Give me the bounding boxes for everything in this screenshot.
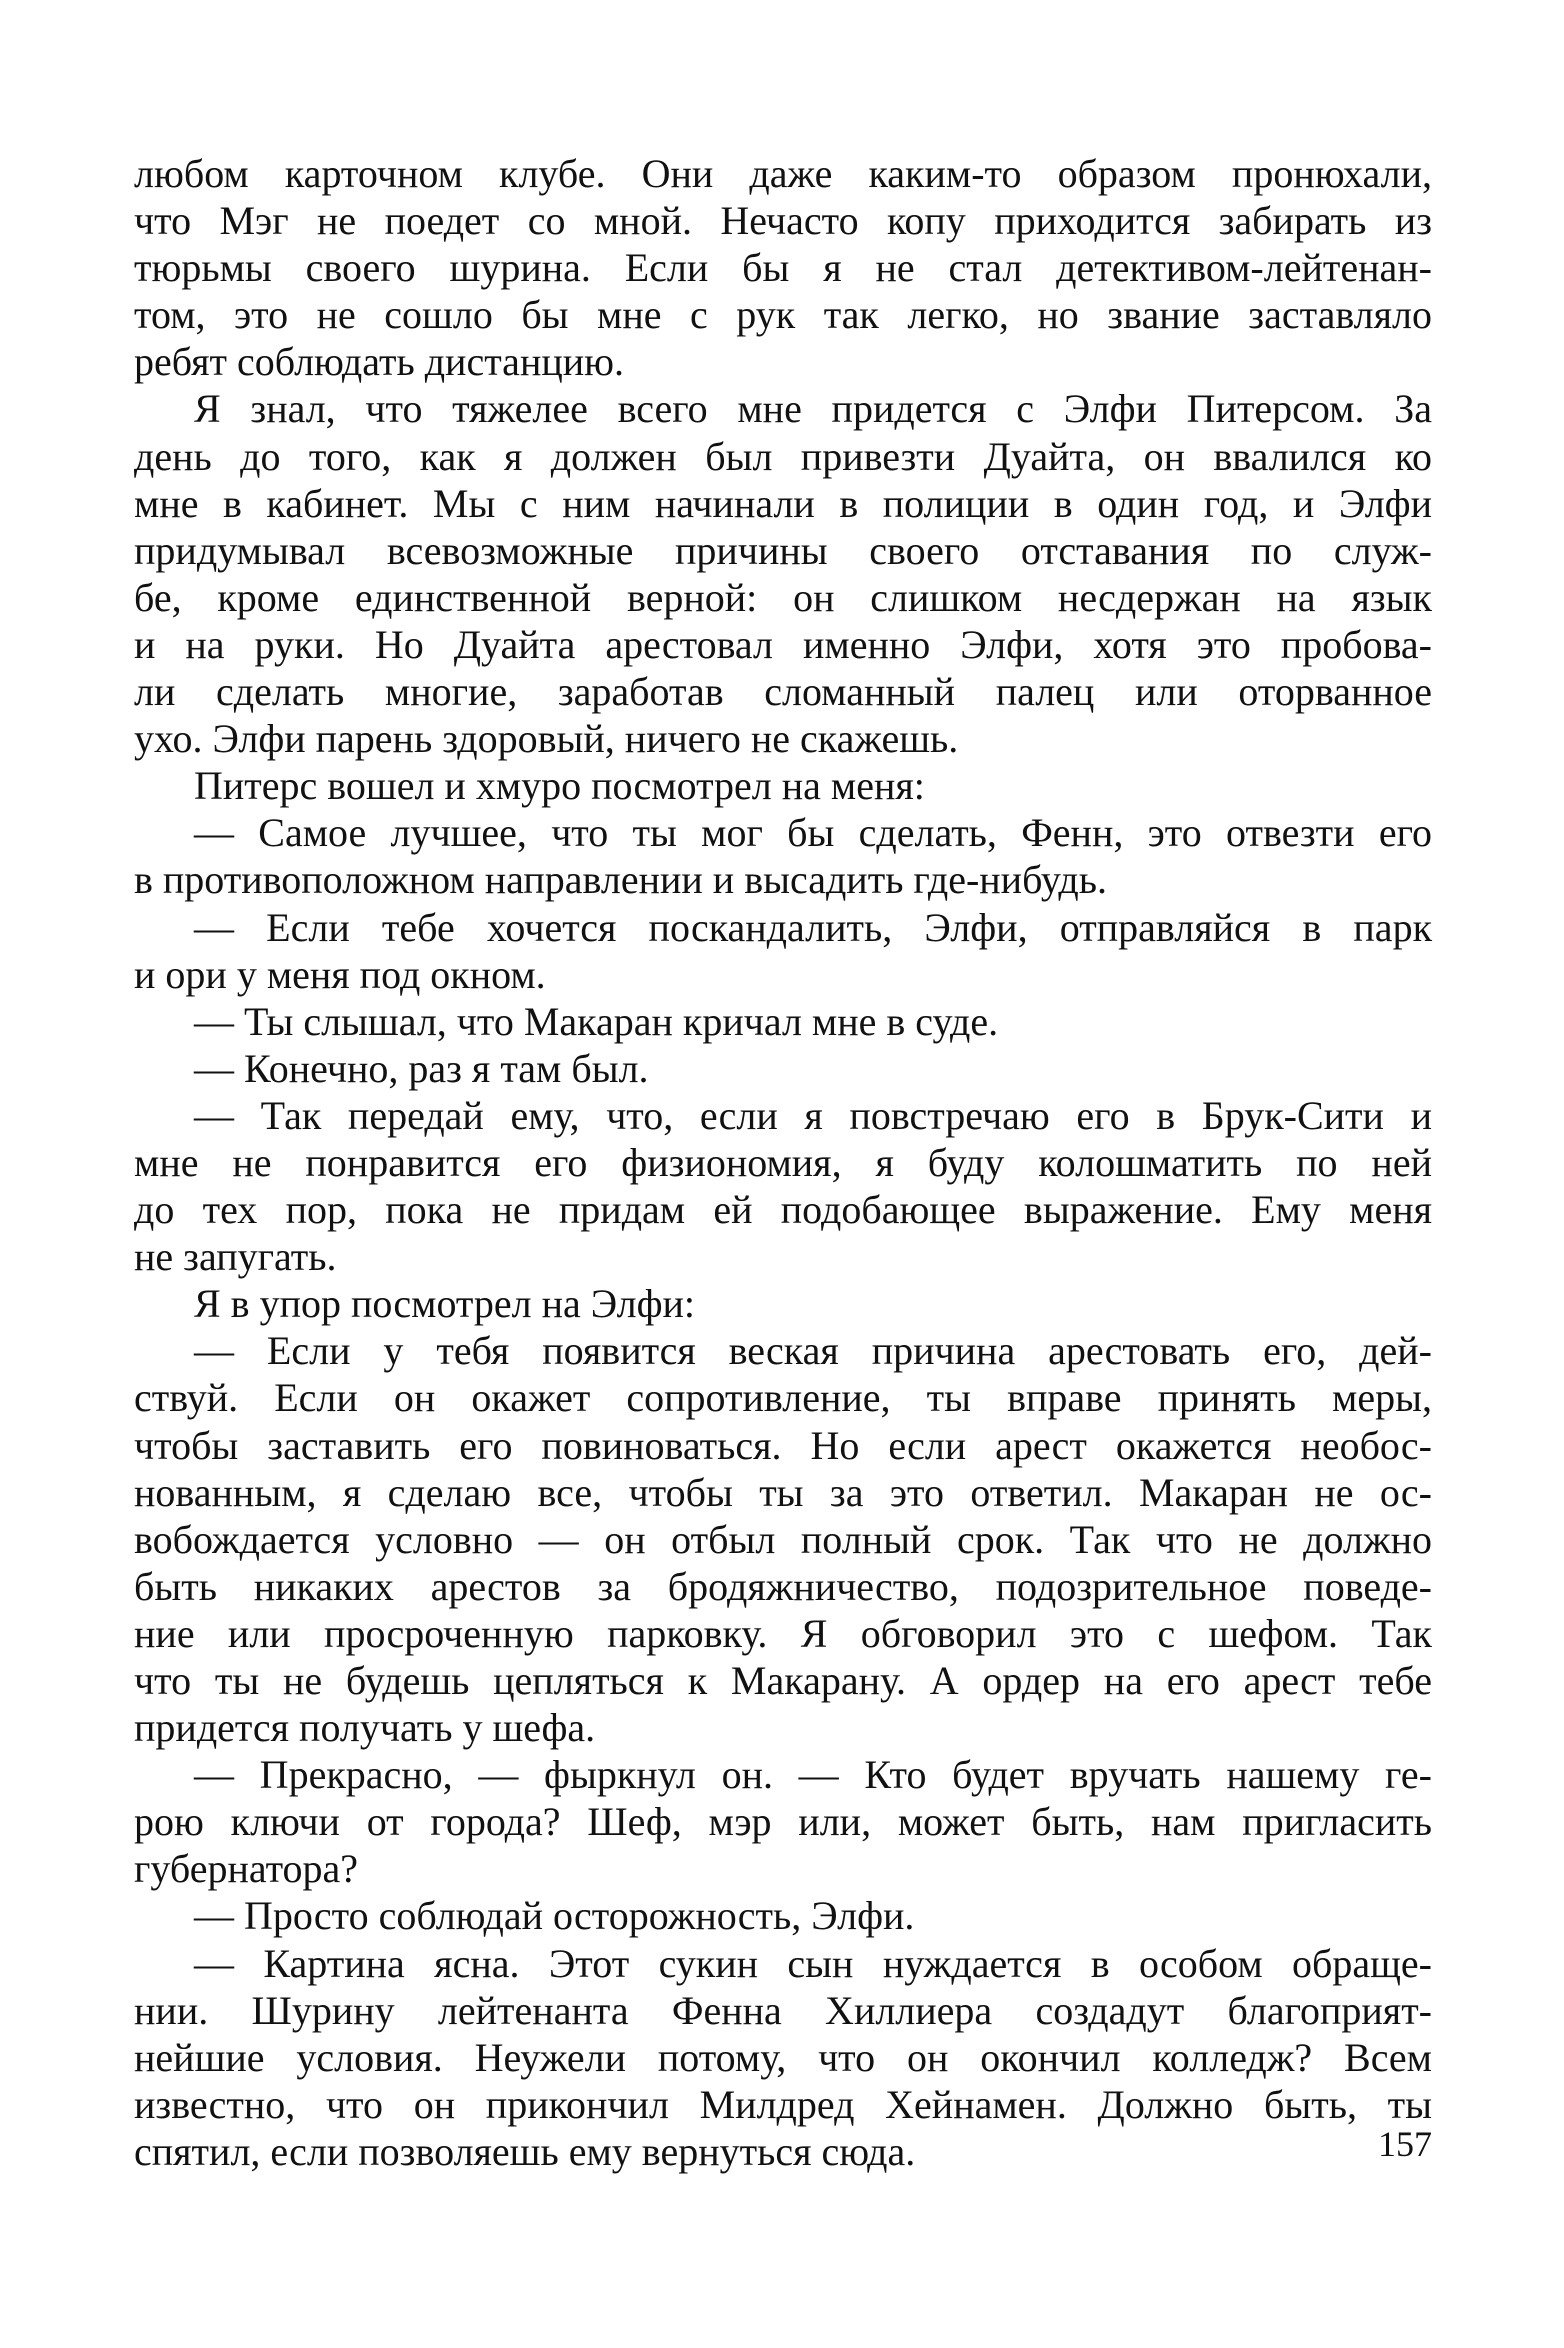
text-line: спятил, если позволяешь ему вернуться сюда. (134, 2128, 916, 2174)
text-line: — Самое лучшее, что ты мог бы сделать, Фенн, это отвезти его (194, 810, 1432, 856)
text-line: что ты не будешь цепляться к Макарану. А ордер на его арест тебе (134, 1658, 1432, 1703)
text-line: — Просто соблюдай осторожность, Элфи. (194, 1893, 915, 1939)
text-line: бе, кроме единственной верной: он слишком несдержан на язык (134, 574, 1432, 620)
text-line: известно, что он прикончил Милдред Хейнамен. Должно быть, ты (134, 2081, 1432, 2127)
text-line: мне не понравится его физиономия, я буду колошматить по ней (134, 1139, 1432, 1185)
text-line: не запугать. (134, 1234, 337, 1280)
text-line: — Так передай ему, что, если я повстречаю его в Брук-Сити и (194, 1092, 1432, 1138)
text-line: — Ты слышал, что Макаран кричал мне в суде. (194, 998, 999, 1044)
text-line: вобождается условно — он отбыл полный срок. Так что не должно (134, 1516, 1432, 1562)
body-text (134, 150, 1432, 2175)
text-line: любом карточном клубе. Они даже каким-то образом пронюхали, (134, 151, 1432, 196)
text-line: ние или просроченную парковку. Я обговорил это с шефом. Так (134, 1610, 1432, 1656)
text-line: — Если у тебя появится веская причина арестовать его, дей- (194, 1328, 1432, 1374)
text-line: придумывал всевозможные причины своего отставания по служ- (134, 527, 1432, 573)
text-line: тюрьмы своего шурина. Если бы я не стал детективом-лейтенан- (134, 245, 1432, 291)
text-line: ребят соблюдать дистанцию. (134, 339, 625, 385)
text-line: — Конечно, раз я там был. (194, 1045, 649, 1091)
text-line: и на руки. Но Дуайта арестовал именно Элфи, хотя это пробова- (134, 621, 1432, 667)
text-line: — Картина ясна. Этот сукин сын нуждается в особом обраще- (194, 1940, 1432, 1986)
text-line: чтобы заставить его повиноваться. Но если арест окажется необос- (134, 1422, 1432, 1468)
text-line: Я знал, что тяжелее всего мне придется с Элфи Питерсом. За (194, 386, 1432, 432)
text-line: губернатора? (134, 1846, 359, 1892)
text-line: — Если тебе хочется поскандалить, Элфи, отправляйся в парк (194, 904, 1432, 950)
text-line: рою ключи от города? Шеф, мэр или, может быть, нам пригласить (134, 1799, 1432, 1845)
page-number: 157 (1378, 2124, 1432, 2164)
text-line: нейшие условия. Неужели потому, что он окончил колледж? Всем (134, 2034, 1432, 2080)
text-line: придется получать у шефа. (134, 1705, 596, 1751)
text-line: мне в кабинет. Мы с ним начинали в полиции в один год, и Элфи (134, 480, 1432, 526)
text-line: Я в упор посмотрел на Элфи: (194, 1281, 696, 1327)
text-line: день до того, как я должен был привезти Дуайта, он ввалился ко (134, 433, 1432, 479)
text-line: быть никаких арестов за бродяжничество, подозрительное поведе- (134, 1563, 1432, 1609)
text-line: Питерс вошел и хмуро посмотрел на меня: (194, 763, 925, 809)
text-line: ли сделать многие, заработав сломанный палец или оторванное (134, 669, 1432, 715)
text-line: в противоположном направлении и высадить где-нибудь. (134, 857, 1107, 903)
text-line: ухо. Элфи парень здоровый, ничего не скажешь. (134, 716, 959, 762)
text-line: нованным, я сделаю все, чтобы ты за это ответил. Макаран не ос- (134, 1469, 1432, 1515)
text-line: том, это не сошло бы мне с рук так легко, но звание заставляло (134, 292, 1432, 338)
text-line: — Прекрасно, — фыркнул он. — Кто будет вручать нашему ге- (194, 1752, 1432, 1798)
text-line: нии. Шурину лейтенанта Фенна Хиллиера создадут благоприят- (134, 1987, 1432, 2033)
text-line: что Мэг не поедет со мной. Нечасто копу приходится забирать из (134, 198, 1432, 244)
text-line: и ори у меня под окном. (134, 951, 546, 997)
text-line: ствуй. Если он окажет сопротивление, ты вправе принять меры, (134, 1375, 1432, 1421)
text-line: до тех пор, пока не придам ей подобающее выражение. Ему меня (134, 1187, 1432, 1233)
